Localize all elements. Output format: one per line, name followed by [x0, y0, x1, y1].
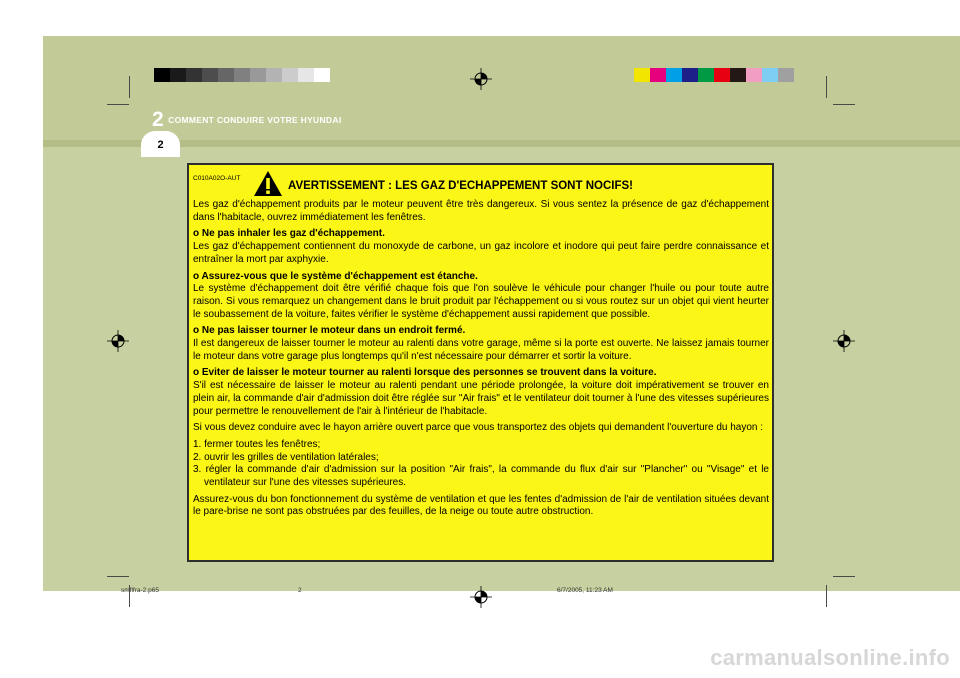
- section-heading: o Eviter de laisser le moteur tourner au ralenti lorsque des personnes se trouvent dans la voiture.: [193, 367, 657, 379]
- color-calibration-bar: [634, 68, 794, 82]
- crop-mark: [107, 576, 129, 577]
- grayscale-swatch: [298, 68, 314, 82]
- section-heading: o Ne pas inhaler les gaz d'échappement.: [193, 228, 385, 240]
- warning-code: C010A02O-AUT: [193, 175, 241, 182]
- chapter-number: 2: [152, 108, 164, 131]
- color-swatch: [666, 68, 682, 82]
- grayscale-swatch: [218, 68, 234, 82]
- grayscale-swatch: [154, 68, 170, 82]
- warning-intro: Les gaz d'échappement produits par le moteur peuvent être très dangereux. Si vous sentez la présence de gaz d'échappement dans l'habitacle, ouvrez immédiatement les fenêtres.: [193, 199, 769, 223]
- color-swatch: [746, 68, 762, 82]
- list-item: 3. régler la commande d'air d'admission sur la position "Air frais", la commande du flux d'air sur "Plancher" ou "Visage" et le ventilateur sur l'une des vitesses supérieures.: [193, 464, 769, 489]
- crop-mark: [826, 76, 827, 98]
- warning-section: [193, 228, 769, 266]
- color-swatch: [682, 68, 698, 82]
- warning-section: [193, 367, 769, 418]
- list-item: 2. ouvrir les grilles de ventilation latérales;: [193, 451, 379, 463]
- grayscale-swatch: [202, 68, 218, 82]
- color-swatch: [650, 68, 666, 82]
- closing-paragraph: Assurez-vous du bon fonctionnement du système de ventilation et que les fentes d'admission de l'air de ventilation situées devant le pare-brise ne sont pas obstruées par des feuilles, de la neige ou toute autre obstruction.: [193, 493, 769, 518]
- registration-mark-icon: [470, 68, 492, 90]
- warning-section: [193, 271, 769, 322]
- grayscale-swatch: [282, 68, 298, 82]
- warning-title: AVERTISSEMENT : LES GAZ D'ECHAPPEMENT SONT NOCIFS!: [288, 180, 633, 192]
- section-text: Il est dangereux de laisser tourner le moteur au ralenti dans votre garage, même si la porte est ouverte. Ne laissez jamais tourner le moteur dans votre garage plus longtemps qu'il n'est nécessaire pour démarrer et sortir la voiture.: [193, 338, 769, 362]
- warning-triangle-icon: [253, 170, 283, 197]
- color-swatch: [698, 68, 714, 82]
- watermark: carmanualsonline.info: [710, 645, 950, 670]
- section-text: Les gaz d'échappement contiennent du monoxyde de carbone, un gaz incolore et inodore qui peut faire perdre connaissance et entraîner la mort par axphyxie.: [193, 241, 769, 265]
- color-swatch: [762, 68, 778, 82]
- crop-mark: [826, 585, 827, 607]
- section-text: Le système d'échappement doit être vérifié chaque fois que l'on soulève le véhicule pour changer l'huile ou pour toute autre raison. Si vous remarquez un changement dans le bruit produit par l'échappement ou si vous routez sur un objet qui vient heurter le soubassement de la voiture, faites vérifier le système d'échappement aussi rapidement que possible.: [193, 283, 769, 320]
- registration-mark-icon: [833, 330, 855, 352]
- footer-page-number: 2: [298, 587, 302, 594]
- crop-mark: [107, 104, 129, 105]
- page-number-tab: [141, 131, 180, 157]
- crop-mark: [833, 104, 855, 105]
- color-swatch: [778, 68, 794, 82]
- grayscale-swatch: [234, 68, 250, 82]
- grayscale-swatch: [266, 68, 282, 82]
- color-swatch: [714, 68, 730, 82]
- section-heading: o Ne pas laisser tourner le moteur dans un endroit fermé.: [193, 325, 466, 337]
- warning-body: [193, 199, 769, 523]
- warning-section: [193, 325, 769, 363]
- grayscale-swatch: [170, 68, 186, 82]
- grayscale-calibration-bar: [154, 68, 330, 82]
- footer-file-name: smflfra-2.p65: [121, 587, 159, 594]
- grayscale-swatch: [250, 68, 266, 82]
- page-number: 2: [157, 139, 164, 151]
- tailgate-paragraph: Si vous devez conduire avec le hayon arrière ouvert parce que vous transportez des objets qui demandent l'ouverture du hayon :: [193, 422, 764, 434]
- crop-mark: [129, 76, 130, 98]
- color-swatch: [730, 68, 746, 82]
- color-swatch: [634, 68, 650, 82]
- section-text: S'il est nécessaire de laisser le moteur au ralenti pendant une période prolongée, la voiture doit impérativement se trouver en plein air, la commande d'air d'admission doit être réglée sur "Air frais" et le ventilateur doit tourner à l'une des vitesses supérieures pour permettre le renouvellement de l'air à l'intérieur de l'habitacle.: [193, 380, 769, 417]
- chapter-title: COMMENT CONDUIRE VOTRE HYUNDAI: [168, 115, 342, 125]
- grayscale-swatch: [314, 68, 330, 82]
- crop-mark: [833, 576, 855, 577]
- footer-date: 6/7/2005, 11:23 AM: [557, 587, 613, 594]
- grayscale-swatch: [186, 68, 202, 82]
- header-shadow: [43, 140, 960, 147]
- section-heading: o Assurez-vous que le système d'échappement est étanche.: [193, 270, 478, 282]
- list-item: 1. fermer toutes les fenêtres;: [193, 438, 321, 450]
- registration-mark-icon: [470, 586, 492, 608]
- steps-list: [193, 439, 769, 490]
- chapter-heading: [152, 108, 341, 132]
- registration-mark-icon: [107, 330, 129, 352]
